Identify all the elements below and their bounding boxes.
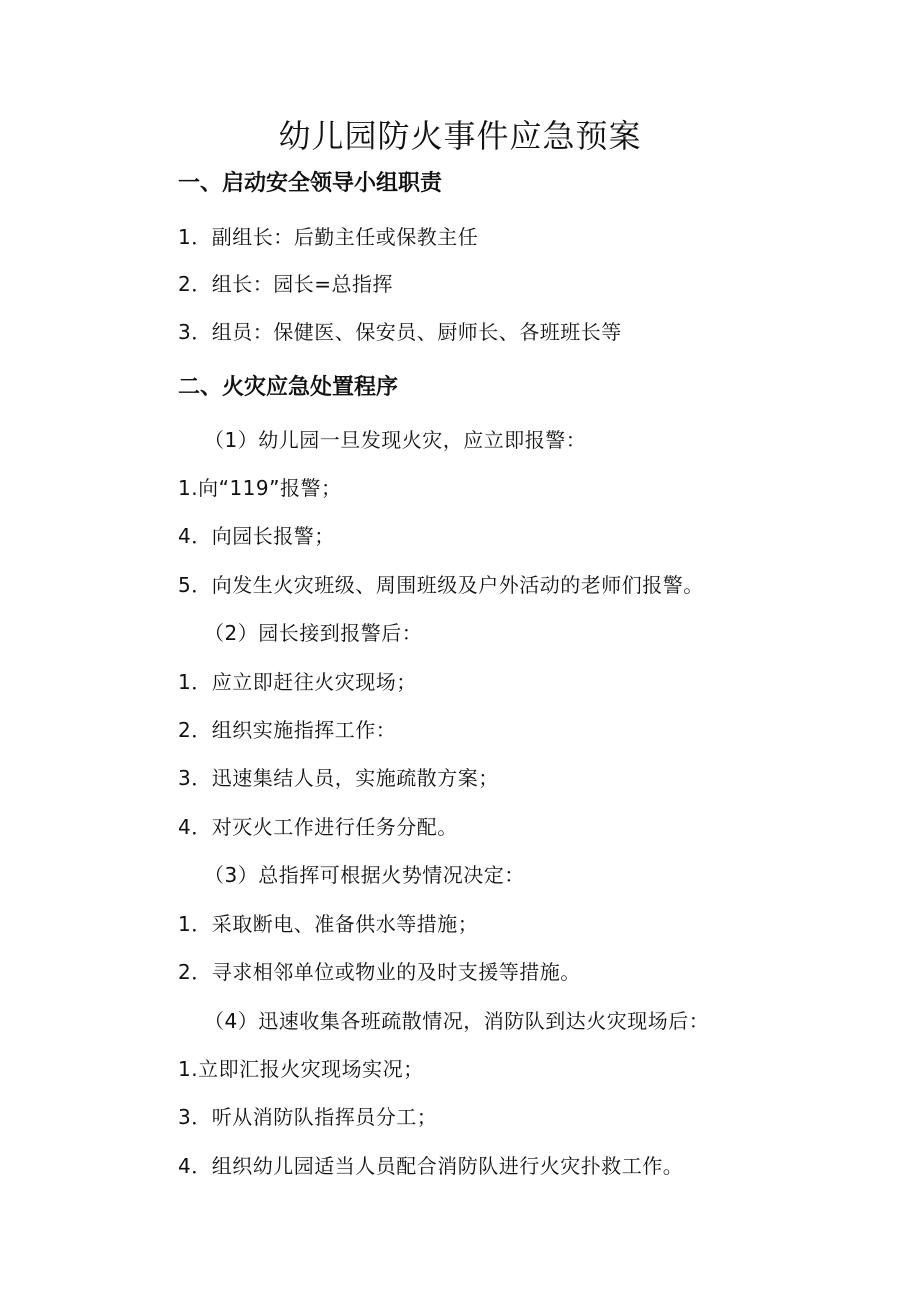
subsection-label: （3）总指挥可根据火势情况决定： — [204, 863, 525, 887]
section-heading-procedure: 二、火灾应急处置程序 — [178, 375, 399, 400]
list-item: 3．听从消防队指挥员分工； — [178, 1105, 438, 1129]
subsection-label: （4）迅速收集各班疏散情况，消防队到达火灾现场后： — [204, 1009, 710, 1033]
list-item: 5．向发生火灾班级、周围班级及户外活动的老师们报警。 — [178, 573, 704, 597]
list-item: 2．组织实施指挥工作： — [178, 718, 397, 742]
subsection-label: （1）幼儿园一旦发现火灾，应立即报警： — [204, 428, 587, 452]
list-item: 4．组织幼儿园适当人员配合消防队进行火灾扑救工作。 — [178, 1154, 684, 1178]
list-item: 3．组员：保健医、保安员、厨师长、各班班长等 — [178, 320, 622, 344]
subsection-label: （2）园长接到报警后： — [204, 621, 423, 645]
list-item: 2．寻求相邻单位或物业的及时支援等措施。 — [178, 960, 581, 984]
list-item: 3．迅速集结人员，实施疏散方案； — [178, 766, 499, 790]
list-item: 2．组长：园长=总指挥 — [178, 272, 393, 296]
list-item: 4．向园长报警； — [178, 524, 335, 548]
list-item: 4．对灭火工作进行任务分配。 — [178, 815, 458, 839]
list-item: 1.立即汇报火灾现场实况； — [178, 1057, 424, 1081]
list-item: 1．副组长：后勤主任或保教主任 — [178, 225, 479, 249]
section-heading-leadership: 一、启动安全领导小组职责 — [178, 171, 443, 196]
document-title: 幼儿园防火事件应急预案 — [278, 117, 642, 155]
list-item: 1.向“119”报警； — [178, 476, 342, 500]
list-item: 1．应立即赶往火灾现场； — [178, 670, 417, 694]
list-item: 1．采取断电、准备供水等措施； — [178, 912, 479, 936]
